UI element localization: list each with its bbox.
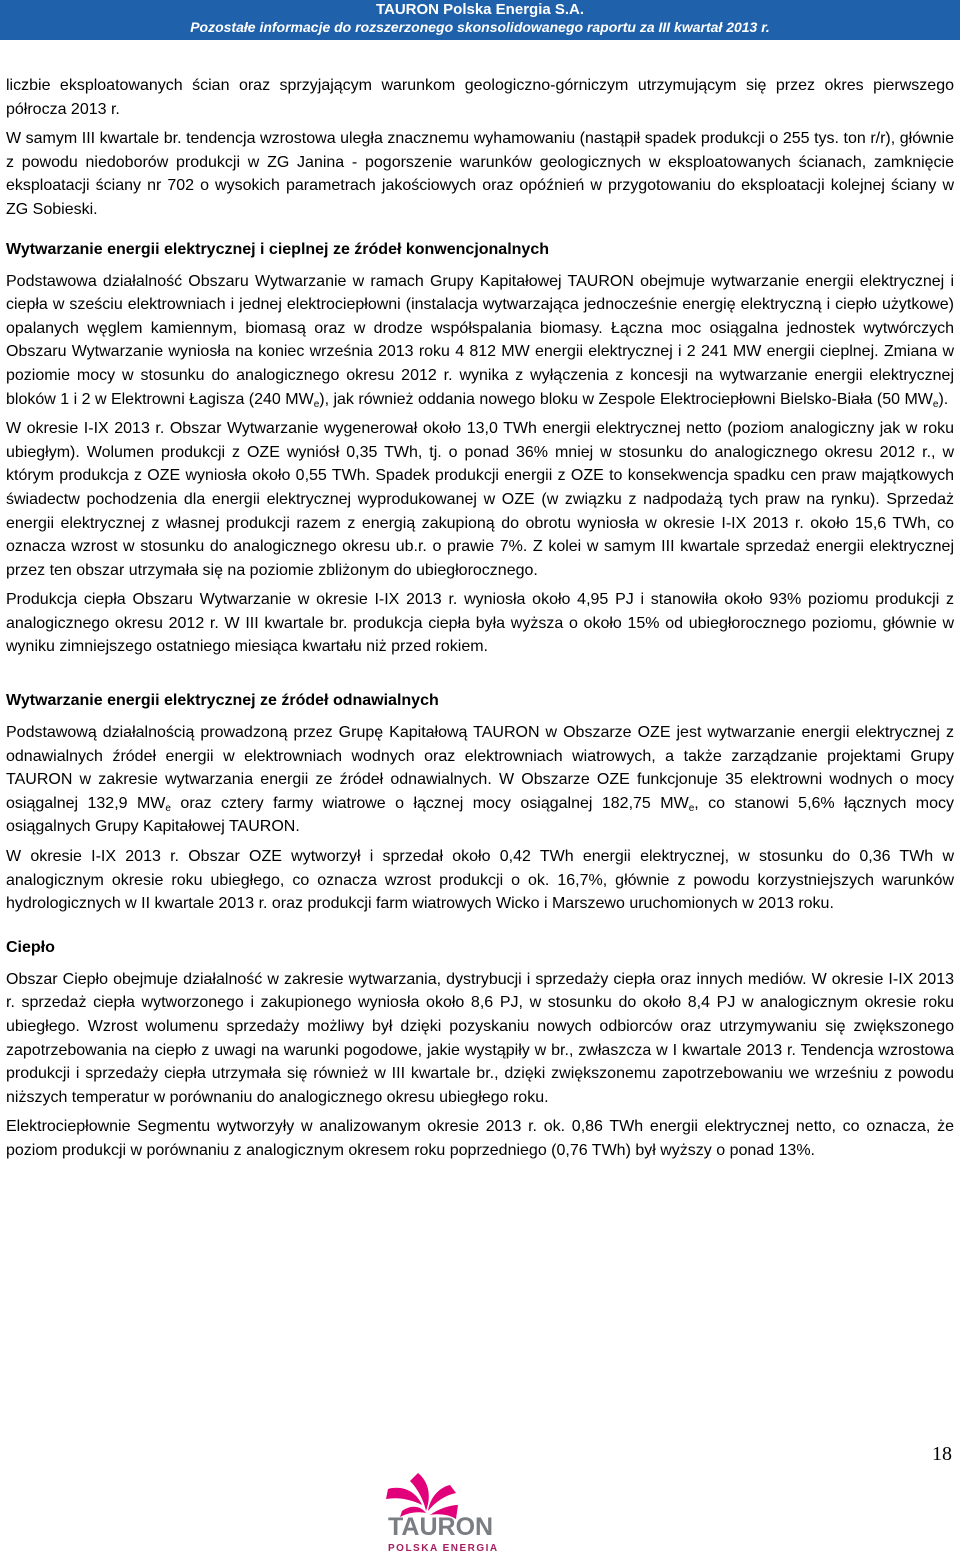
paragraph: Obszar Ciepło obejmuje działalność w zakresie wytwarzania, dystrybucji i sprzedaży ciepła oraz innych mediów. W okresie I-IX 2013 r. sprzedaż ciepła wytworzonego i zakupionego wyniosła około 8,6 PJ, w stosunku do około 8,4 PJ w analogicznym okresie roku ubiegłego. Wzrost wolumenu sprzedaży możliwy był dzięki pozyskaniu nowych odbiorców oraz utrzymywaniu się zwiększonego zapotrzebowania na ciepło z uwagi na warunki pogodowe, jakie wystąpiły w br., zwłaszcza w I kwartale 2013 r. Tendencja wzrostowa produkcji i sprzedaży ciepła utrzymała się również w III kwartale br., dzięki zwiększonemu zapotrzebowaniu we wrześniu z powodu niższych temperatur w porównaniu do analogicznego okresu ubiegłego roku. (6, 970, 954, 1106)
page-header (0, 0, 960, 40)
page-number: 18 (932, 1443, 952, 1465)
document-body (6, 74, 954, 1163)
paragraph: Podstawowa działalność Obszaru Wytwarzanie w ramach Grupy Kapitałowej TAURON obejmuje wytwarzanie energii elektrycznej i ciepła w sześciu elektrowniach i jednej elektrociepłowni (instalacja wytwarzająca jednocześnie energię elektryczną i ciepło użytkowe) opalanych węglem kamiennym, biomasą oraz w drodze współspalania biomasy. Łączna moc osiągalna jednostek wytwórczych Obszaru Wytwarzanie wyniosła na koniec września 2013 roku 4 812 MW energii elektrycznej i 2 241 MW energii cieplnej. Zmiana w poziomie mocy w stosunku do analogicznego okresu 2012 r. wynika z wyłączenia z koncesji na wytwarzanie energii elektrycznej bloków 1 i 2 w Elektrowni Łagisza (240 $MW_e$), jak również oddania nowego bloku w Zespole Elektrociepłowni Bielsko-Biała (50 $MW_e$). (6, 272, 954, 410)
paragraph: Produkcja ciepła Obszaru Wytwarzanie w okresie I-IX 2013 r. wyniosła około 4,95 PJ i stanowiła około 93% poziomu produkcji z analogicznego okresu 2012 r. W III kwartale br. produkcja ciepła była wyższa o około 15% od ubiegłorocznego poziomu, głównie w wyniku zimniejszego ostatniego miesiąca kwartału niż przed rokiem. (6, 591, 954, 656)
section-heading-conventional: Wytwarzanie energii elektrycznej i cieplnej ze źródeł konwencjonalnych (6, 240, 549, 258)
paragraph: Elektrociepłownie Segmentu wytworzyły w analizowanym okresie 2013 r. ok. 0,86 TWh energii elektrycznej netto, co oznacza, że poziom produkcji w porównaniu z analogicznym okresem roku poprzedniego (0,76 TWh) był wyższy o ponad 13%. (6, 1118, 954, 1159)
header-subtitle: Pozostałe informacje do rozszerzonego skonsolidowanego raportu za III kwartał 2013 r. (190, 19, 770, 35)
paragraph: W okresie I-IX 2013 r. Obszar OZE wytworzył i sprzedał około 0,42 TWh energii elektrycznej, w stosunku do 0,36 TWh w analogicznym okresie roku ubiegłego, co oznacza wzrost produkcji o ok. 16,7%, głównie z powodu korzystniejszych warunków hydrologicznych w II kwartale 2013 r. oraz produkcji farm wiatrowych Wicko i Marszewo uruchomionych w 2013 roku. (6, 848, 954, 913)
paragraph: liczbie eksploatowanych ścian oraz sprzyjającym warunkom geologiczno-górniczym utrzymującym się przez okres pierwszego półrocza 2013 r. (6, 77, 954, 118)
paragraph: W okresie I-IX 2013 r. Obszar Wytwarzanie wygenerował około 13,0 TWh energii elektrycznej netto (poziom analogiczny jak w roku ubiegłym). Wolumen produkcji z OZE wyniósł 0,35 TWh, tj. o ponad 36% mniej w stosunku do analogicznego okresu 2012 r., w którym produkcja z OZE wyniosła około 0,55 TWh. Spadek produkcji energii z OZE to konsekwencja spadku cen praw majątkowych świadectw pochodzenia dla energii elektrycznej wyprodukowanej w OZE (w związku z nadpodażą tych praw na rynku). Sprzedaż energii elektrycznej z własnej produkcji razem z energią zakupioną do obrotu wyniosła w okresie I-IX 2013 r. około 15,6 TWh, co oznacza wzrost w stosunku do analogicznego okresu ub.r. o prawie 7%. Z kolei w samym III kwartale sprzedaż energii elektrycznej przez ten obszar utrzymała się na poziomie zbliżonym do ubiegłorocznego. (6, 420, 954, 579)
tauron-logo (338, 1471, 518, 1557)
paragraph: Podstawową działalnością prowadzoną przez Grupę Kapitałową TAURON w Obszarze OZE jest wytwarzanie energii elektrycznej z odnawialnych źródeł energii w elektrowniach wodnych oraz elektrowniach wiatrowych, a także zarządzanie projektami Grupy TAURON w zakresie wytwarzania energii ze źródeł odnawialnych. W Obszarze OZE funkcjonuje 35 elektrowni wodnych o mocy osiągalnej 132,9 $MW_e$ oraz cztery farmy wiatrowe o łącznej mocy osiągalnej 182,75 $MW_e$, co stanowi 5,6% łącznych mocy osiągalnych Grupy Kapitałowej TAURON. (6, 724, 955, 836)
logo-wordmark: TAURON (388, 1513, 494, 1541)
paragraph: W samym III kwartale br. tendencja wzrostowa uległa znacznemu wyhamowaniu (nastąpił spadek produkcji o 255 tys. ton r/r), głównie z powodu niedoborów produkcji w ZG Janina - pogorszenie warunków geologicznych w eksploatowanych ścianach, zamknięcie eksploatacji ściany nr 702 o wysokich parametrach jakościowych oraz opóźnień w przygotowaniu do eksploatacji kolejnej ściany w ZG Sobieski. (6, 130, 954, 218)
section-heading-renewable: Wytwarzanie energii elektrycznej ze źródeł odnawialnych (6, 692, 439, 710)
logo-tagline: POLSKA ENERGIA (388, 1543, 499, 1554)
header-company: TAURON Polska Energia S.A. (375, 1, 585, 18)
section-heading-heat: Ciepło (6, 938, 55, 956)
